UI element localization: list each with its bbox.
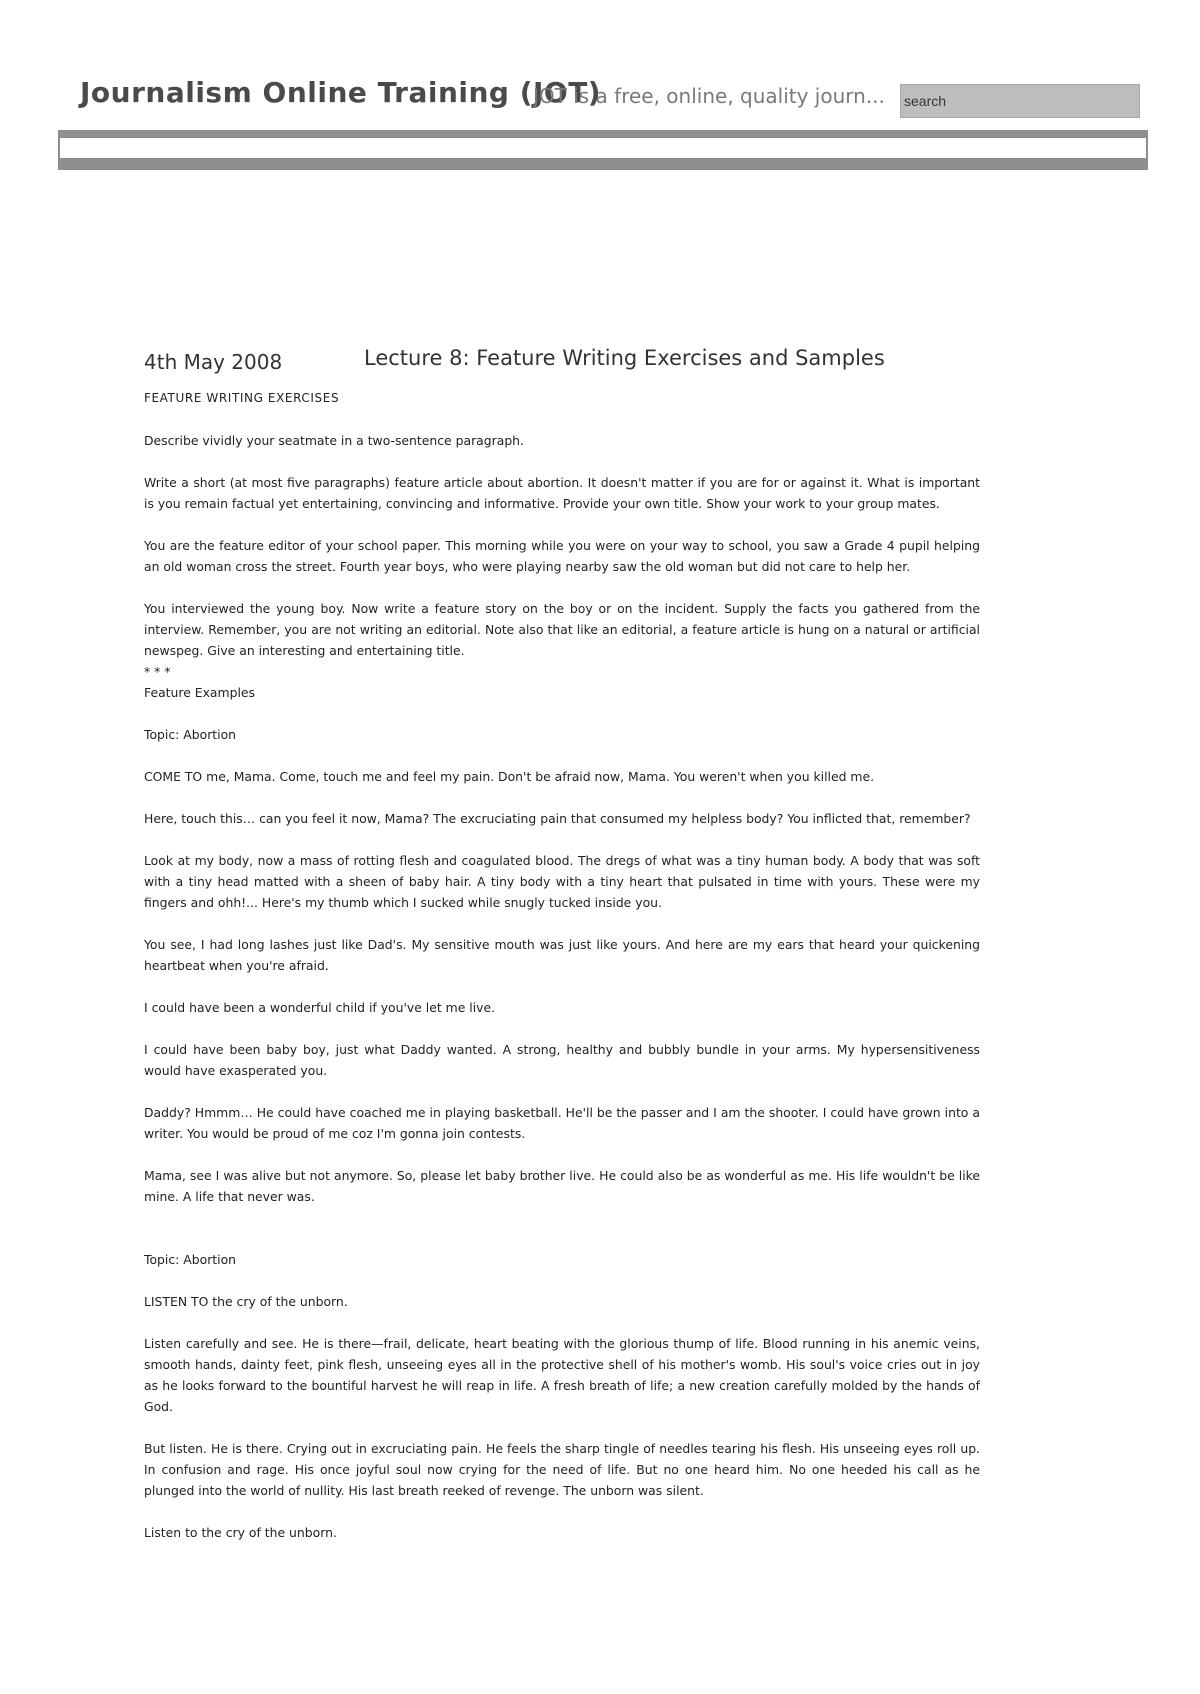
post-separator: * * * [144, 664, 171, 679]
post-paragraph: COME TO me, Mama. Come, touch me and feel my pain. Don't be afraid now, Mama. You weren't when you killed me. [144, 769, 875, 784]
post-paragraph: But listen. He is there. Crying out in excruciating pain. He feels the sharp tingle of needles tearing his flesh. His unseeing eyes roll up. In confusion and rage. His once joyful soul now crying for the need of life. But no one heard him. No one heeded his call as he plunged into the world of nullity. His last breath reeked of revenge. The unborn was silent. [144, 1441, 980, 1498]
post-paragraph: Mama, see I was alive but not anymore. So, please let baby brother live. He could also be as wonderful as me. His life wouldn't be like mine. A life that never was. [144, 1168, 980, 1204]
post-meta [144, 346, 984, 380]
site-tagline: JOT is a free, online, quality journ... [533, 84, 885, 108]
post-paragraph: Feature Examples [144, 685, 255, 700]
post-paragraph: FEATURE WRITING EXERCISES [144, 391, 340, 405]
post-paragraph: I could have been baby boy, just what Daddy wanted. A strong, healthy and bubbly bundle in your arms. My hypersensitiveness would have exasperated you. [144, 1042, 980, 1078]
post-title[interactable]: Lecture 8: Feature Writing Exercises and Samples [364, 346, 885, 370]
post-paragraph: You are the feature editor of your school paper. This morning while you were on your way to school, you saw a Grade 4 pupil helping an old woman cross the street. Fourth year boys, who were playing nearby saw the old woman but did not care to help her. [144, 538, 980, 574]
site-header [80, 76, 1140, 116]
post-paragraph: LISTEN TO the cry of the unborn. [144, 1294, 348, 1309]
post-paragraph: Look at my body, now a mass of rotting flesh and coagulated blood. The dregs of what was a tiny human body. A body that was soft with a tiny head matted with a sheen of baby hair. A tiny body with a tiny heart that pulsated in time with yours. These were my fingers and ohh!... Here's my thumb which I sucked while snugly tucked inside you. [144, 853, 980, 910]
post-paragraph: I could have been a wonderful child if you've let me live. [144, 1000, 496, 1015]
search-input[interactable] [900, 84, 1140, 118]
post-body [144, 388, 980, 1564]
navigation-bar [58, 130, 1148, 170]
post-paragraph: You see, I had long lashes just like Dad's. My sensitive mouth was just like yours. And here are my ears that heard your quickening heartbeat when you're afraid. [144, 937, 980, 973]
post-paragraph: Daddy? Hmmm… He could have coached me in playing basketball. He'll be the passer and I am the shooter. I could have grown into a writer. You would be proud of me coz I'm gonna join contests. [144, 1105, 980, 1141]
post-date: 4th May 2008 [144, 350, 283, 374]
post-paragraph: Listen to the cry of the unborn. [144, 1525, 337, 1540]
post-paragraph: Topic: Abortion [144, 1252, 237, 1267]
post-paragraph: Topic: Abortion [144, 727, 237, 742]
post-paragraph: Write a short (at most five paragraphs) feature article about abortion. It doesn't matter if you are for or against it. What is important is you remain factual yet entertaining, convincing and informative. Provide your own title. Show your work to your group mates. [144, 475, 980, 511]
post-paragraph: Listen carefully and see. He is there—frail, delicate, heart beating with the glorious thump of life. Blood running in his anemic veins, smooth hands, dainty feet, pink flesh, unseeing eyes all in the protective shell of his mother's womb. His soul's voice cries out in joy as he looks forward to the bountiful harvest he will reap in life. A fresh breath of life; a new creation carefully molded by the hands of God. [144, 1336, 980, 1414]
post-paragraph: Here, touch this… can you feel it now, Mama? The excruciating pain that consumed my helpless body? You inflicted that, remember? [144, 811, 971, 826]
site-title[interactable]: Journalism Online Training (JOT) [80, 76, 602, 109]
post-paragraph: You interviewed the young boy. Now write a feature story on the boy or on the incident. Supply the facts you gathered from the interview. Remember, you are not writing an editorial. Note also that like an editorial, a feature article is hung on a natural or artificial newspeg. Give an interesting and entertaining title. [144, 601, 980, 658]
post-paragraph: Describe vividly your seatmate in a two-sentence paragraph. [144, 433, 524, 448]
